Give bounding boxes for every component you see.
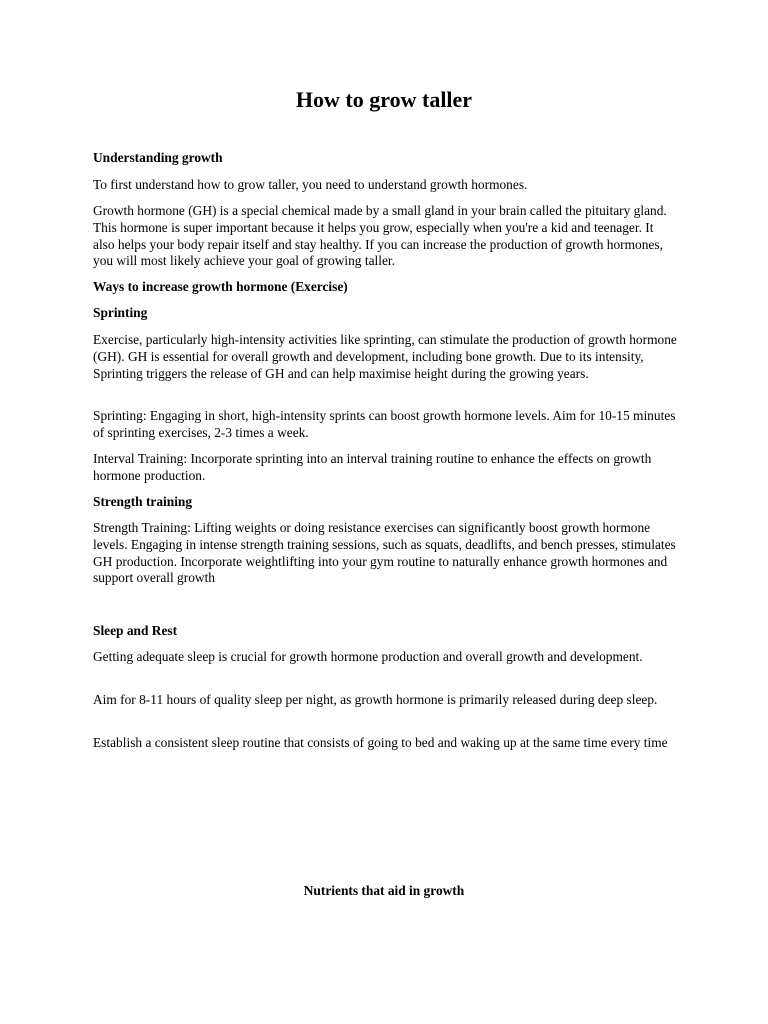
page-title: How to grow taller [295, 87, 473, 112]
paragraph-strength-training: Strength Training: Lifting weights or doing resistance exercises can significantly boost growth hormone levels. Engaging in intense strength training sessions, such as squats, deadlifts, and bench presses, stimulates GH production. Incorporate weightlifting into your gym routine to naturally enhance growth hormones and support overall growth [93, 520, 676, 586]
paragraph-sleep-adequate: Getting adequate sleep is crucial for growth hormone production and overall growth and development. [93, 649, 643, 664]
paragraph-interval-training: Interval Training: Incorporate sprinting into an interval training routine to enhance the effects on growth hormone production. [93, 451, 652, 483]
paragraph-understanding-intro: To first understand how to grow taller, you need to understand growth hormones. [93, 177, 528, 192]
paragraph-sleep-hours: Aim for 8-11 hours of quality sleep per night, as growth hormone is primarily released during deep sleep. [93, 692, 658, 707]
section-heading-understanding-growth: Understanding growth [93, 150, 223, 165]
section-heading-exercise: Ways to increase growth hormone (Exercise) [93, 279, 348, 294]
paragraph-sprinting-overview: Exercise, particularly high-intensity activities like sprinting, can stimulate the production of growth hormone (GH). GH is essential for overall growth and development, including bone growth. Due to its intensity, Sprinting triggers the release of GH and can help maximise height during the growing years. [93, 332, 677, 381]
paragraph-sprinting-tip: Sprinting: Engaging in short, high-intensity sprints can boost growth hormone levels. Aim for 10-15 minutes of sprinting exercises, 2-3 times a week. [93, 408, 676, 440]
paragraph-sleep-routine: Establish a consistent sleep routine that consists of going to bed and waking up at the same time every time [93, 735, 668, 750]
section-heading-nutrients: Nutrients that aid in growth [303, 883, 465, 898]
subheading-strength-training: Strength training [93, 494, 193, 509]
subheading-sprinting: Sprinting [93, 305, 148, 320]
paragraph-growth-hormone: Growth hormone (GH) is a special chemical made by a small gland in your brain called the pituitary gland. This hormone is super important because it helps you grow, especially when you're a kid and teenager. It also helps your body repair itself and stay healthy. If you can increase the production of growth hormones, you will most likely achieve your goal of growing taller. [93, 203, 667, 269]
section-heading-sleep-rest: Sleep and Rest [93, 623, 178, 638]
